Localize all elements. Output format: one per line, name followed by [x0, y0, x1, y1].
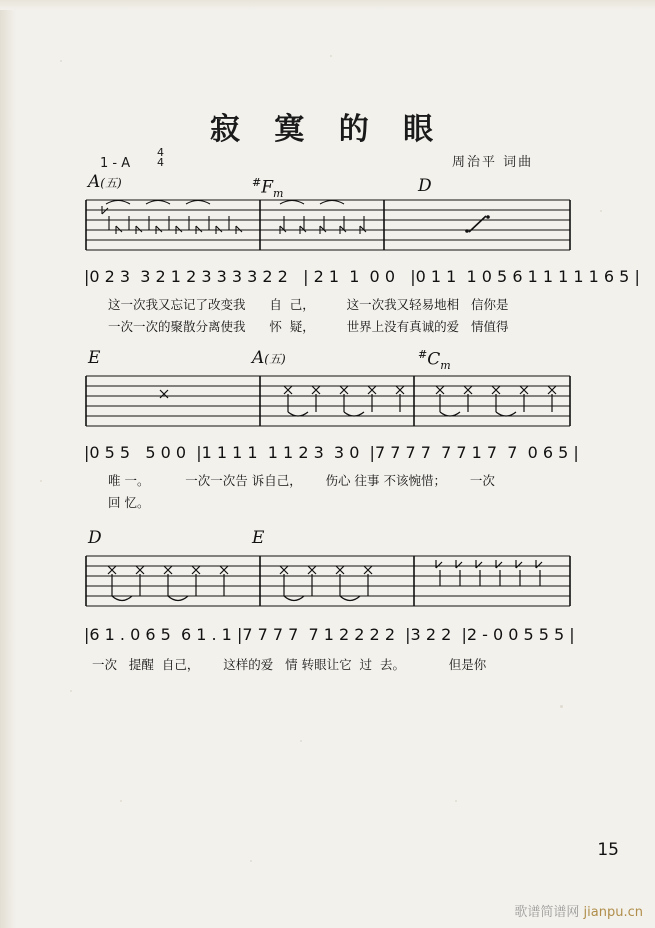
time-signature-denominator: 4: [157, 156, 164, 169]
chord-symbol-e-2: E: [252, 528, 265, 548]
paper-speck: [560, 705, 563, 708]
paper-speck: [250, 860, 252, 862]
paper-speck: [330, 55, 332, 57]
watermark: [514, 901, 643, 920]
lyric-line-2a: 唯 一。 一次一次告 诉自己， 伤心 往事 不该惋惜； 一次: [108, 473, 495, 488]
paper-speck: [70, 690, 72, 692]
paper-speck: [455, 800, 457, 802]
chord-symbol-e: E: [88, 348, 101, 368]
page-number: 15: [597, 840, 619, 860]
paper-speck: [120, 800, 122, 802]
jianpu-line-3: |6 1 . 0 6 5 6 1 . 1 |7 7 7 7 7 1 2 2 2 2 |3 2 2 |2 - 0 0 5 5 5 |: [84, 625, 575, 644]
paper-speck: [60, 60, 62, 62]
chord-symbol-d: D: [418, 176, 432, 196]
key-signature-label: 1 - A: [100, 156, 131, 171]
composer-credit: 周治平 词曲: [452, 155, 534, 170]
page-edge-shadow-top: [0, 0, 655, 10]
time-signature-numerator: 4: [157, 146, 164, 159]
page-title: 寂 寞 的 眼: [209, 112, 446, 147]
chord-symbol-csharp-m: $^{\#}C_m$: [418, 348, 451, 373]
guitar-tab-staff-3: [84, 552, 572, 610]
jianpu-line-1: |0 2 3 3 2 1 2 3 3 3 3 2 2 | 2 1 1 0 0 |0 1 1 1 0 5 6 1 1 1 1 1 6 5 |: [84, 267, 640, 286]
lyric-line-1b: 一次一次的聚散分离使我 怀 疑， 世界上没有真诚的爱 情值得: [108, 319, 509, 334]
chord-symbol-a5: A(五): [88, 172, 122, 192]
jianpu-line-2: |0 5 5 5 0 0 |1 1 1 1 1 1 2 3 3 0 |7 7 7 7 7 7 1 7 7 0 6 5 |: [84, 443, 579, 462]
time-signature: [157, 148, 164, 168]
paper-speck: [600, 210, 602, 212]
chord-symbol-d-2: D: [88, 528, 102, 548]
chord-symbol-a5-2: A(五): [252, 348, 286, 368]
guitar-tab-staff-1: [84, 196, 572, 252]
lyric-line-3a: 一次 提醒 自己， 这样的爱 情 转眼让它 过 去。 但是你: [92, 657, 487, 672]
guitar-tab-staff-2: [84, 372, 572, 428]
lyric-line-2b: 回 忆。: [108, 495, 150, 510]
paper-speck: [300, 740, 302, 742]
chord-symbol-fsharp-m: $^{\#}F_m$: [252, 176, 284, 201]
watermark-site: jianpu.cn: [583, 905, 643, 920]
watermark-text: 歌谱简谱网: [514, 905, 584, 920]
paper-speck: [40, 480, 42, 482]
lyric-line-1a: 这一次我又忘记了改变我 自 己， 这一次我又轻易地相 信你是: [108, 297, 509, 312]
